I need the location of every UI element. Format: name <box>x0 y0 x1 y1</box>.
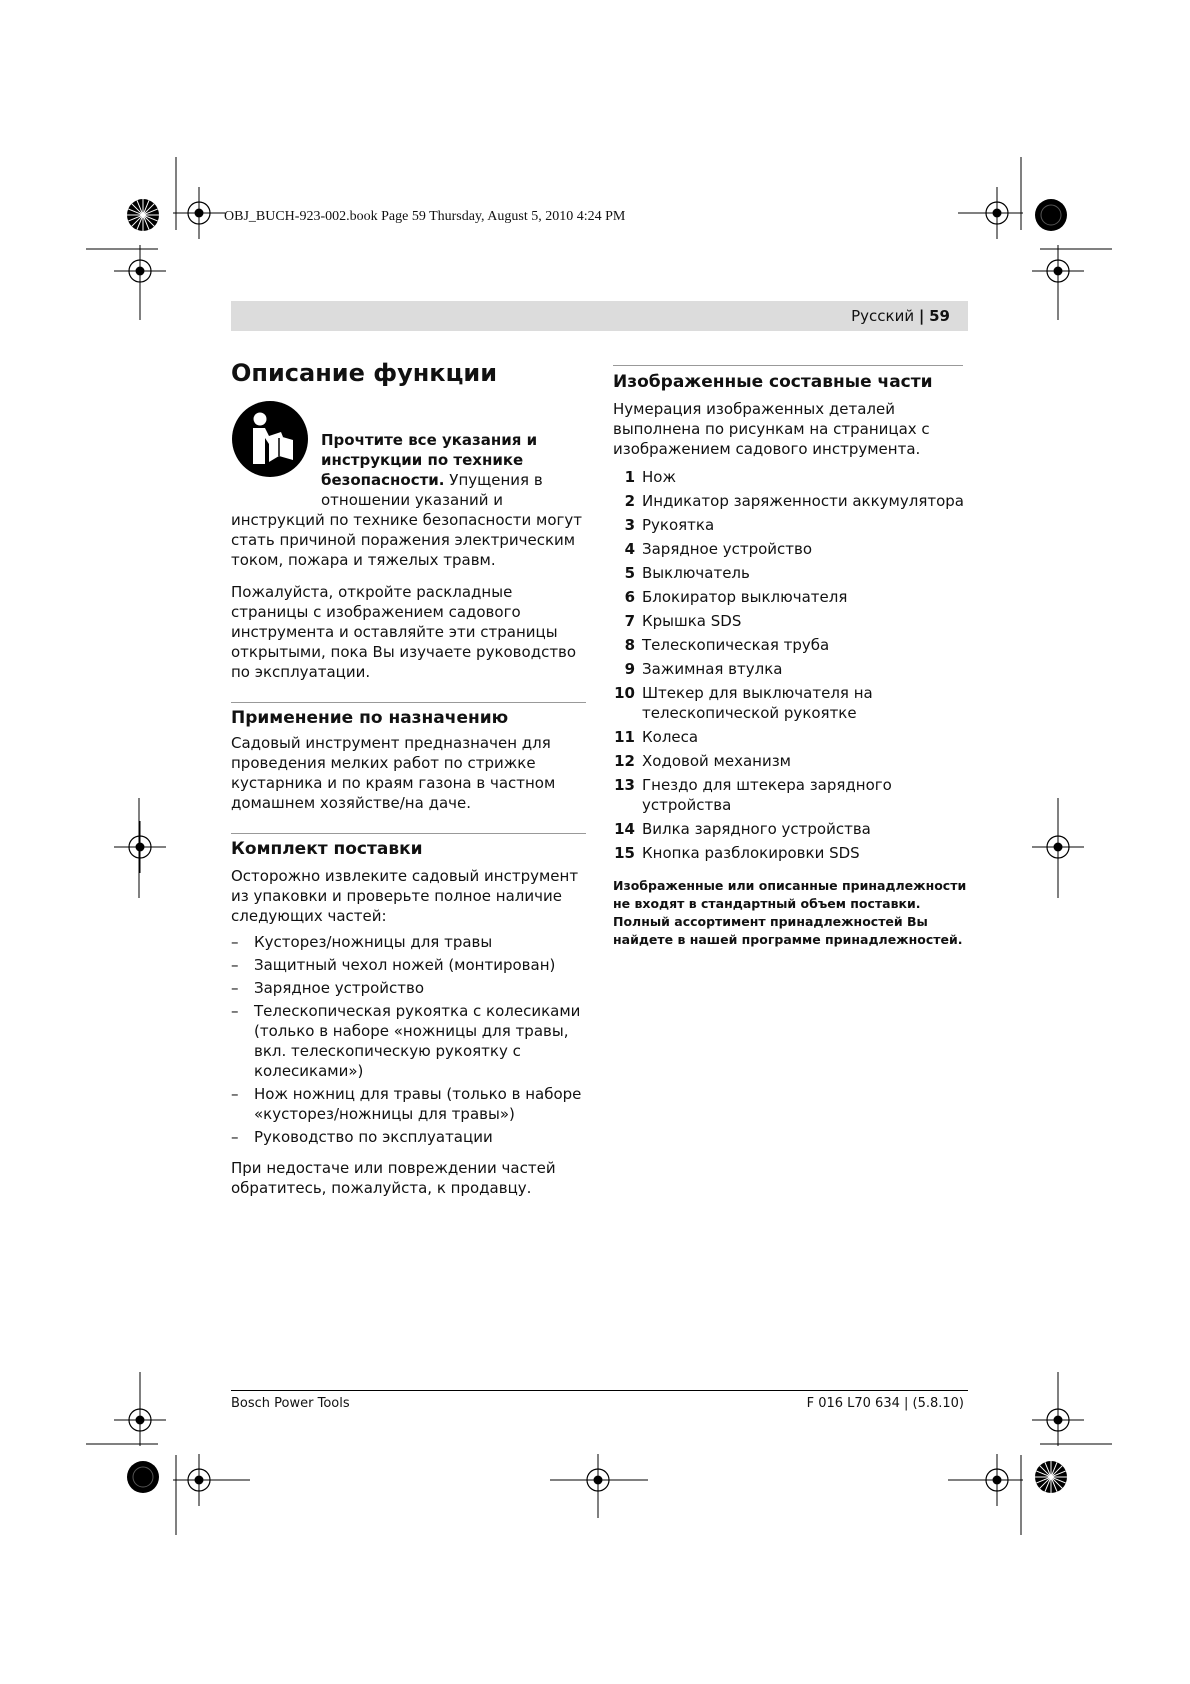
delivery-list <box>231 932 586 1147</box>
header-separator: | <box>918 307 925 325</box>
parts-heading: Изображенные составные части <box>613 372 933 392</box>
list-item: – Защитный чехол ножей (монтирован) <box>231 955 586 975</box>
list-item: – Руководство по эксплуатации <box>231 1127 586 1147</box>
list-item: 11 Колеса <box>614 728 699 746</box>
left-column <box>231 358 586 1198</box>
parts-list <box>613 467 968 863</box>
parts-intro: Нумерация изображенных деталей выполнена по рисункам на страницах с изображением садового инструмента. <box>613 400 930 458</box>
delivery-heading: Комплект поставки <box>231 839 423 859</box>
list-item: 10 Штекер для выключателя на телескопической рукоятке <box>614 684 873 722</box>
list-item: 5 Выключатель <box>624 564 750 582</box>
divider <box>613 365 963 366</box>
list-item: 2 Индикатор заряженности аккумулятора <box>624 492 964 510</box>
read-manual-icon <box>231 400 309 478</box>
print-info: OBJ_BUCH-923-002.book Page 59 Thursday, August 5, 2010 4:24 PM <box>224 209 626 224</box>
list-item: 8 Телескопическая труба <box>624 636 830 654</box>
warning-bold: Прочтите все указания и инструкции по технике безопасности. <box>321 431 538 489</box>
right-column <box>613 371 968 949</box>
use-text: Садовый инструмент предназначен для проведения мелких работ по стрижке кустарника и по краям газона в частном домашнем хозяйстве/на даче. <box>231 734 556 812</box>
list-item: – Телескопическая рукоятка с колесиками (только в наборе «ножницы для травы, вкл. телескопическую рукоятку с колесиками») <box>231 1001 586 1081</box>
delivery-intro: Осторожно извлеките садовый инструмент из упаковки и проверьте полное наличие следующих частей: <box>231 867 579 925</box>
list-item: 3 Рукоятка <box>624 516 715 534</box>
use-heading: Применение по назначению <box>231 708 509 728</box>
footer-rule <box>231 1390 968 1391</box>
header-page-number: 59 <box>929 307 950 325</box>
footer-doc-id: F 016 L70 634 | (5.8.10) <box>806 1396 964 1411</box>
list-item: 4 Зарядное устройство <box>624 540 813 558</box>
list-item: 6 Блокиратор выключателя <box>624 588 848 606</box>
accessories-note: Изображенные или описанные принадлежности не входят в стандартный объем поставки. Полный ассортимент принадлежностей Вы найдете в нашей программе принадлежностей. <box>613 878 967 947</box>
page-header <box>231 301 968 331</box>
list-item: 14 Вилка зарядного устройства <box>614 820 871 838</box>
list-item: – Кусторез/ножницы для травы <box>231 932 586 952</box>
list-item: – Зарядное устройство <box>231 978 586 998</box>
warning-text: Упущения в отношении указаний и инструкций по технике безопасности могут стать причиной поражения электрическим током, пожара и тяжелых травм. <box>231 471 583 569</box>
footer-brand: Bosch Power Tools <box>231 1396 350 1411</box>
list-item: 12 Ходовой механизм <box>614 752 791 770</box>
intro-paragraph: Пожалуйста, откройте раскладные страницы с изображением садового инструмента и оставляйте эти страницы открытыми, пока Вы изучаете руководство по эксплуатации. <box>231 583 577 681</box>
list-item: 15 Кнопка разблокировки SDS <box>614 844 860 862</box>
list-item: 7 Крышка SDS <box>624 612 742 630</box>
list-item: 1 Нож <box>624 468 676 486</box>
list-item: 9 Зажимная втулка <box>624 660 783 678</box>
list-item: – Нож ножниц для травы (только в наборе «кусторез/ножницы для травы») <box>231 1084 586 1124</box>
delivery-outro: При недостаче или повреждении частей обратитесь, пожалуйста, к продавцу. <box>231 1159 556 1197</box>
list-item: 13 Гнездо для штекера зарядного устройства <box>614 776 892 814</box>
section-title: Описание функции <box>231 359 498 387</box>
header-language: Русский <box>851 307 915 325</box>
